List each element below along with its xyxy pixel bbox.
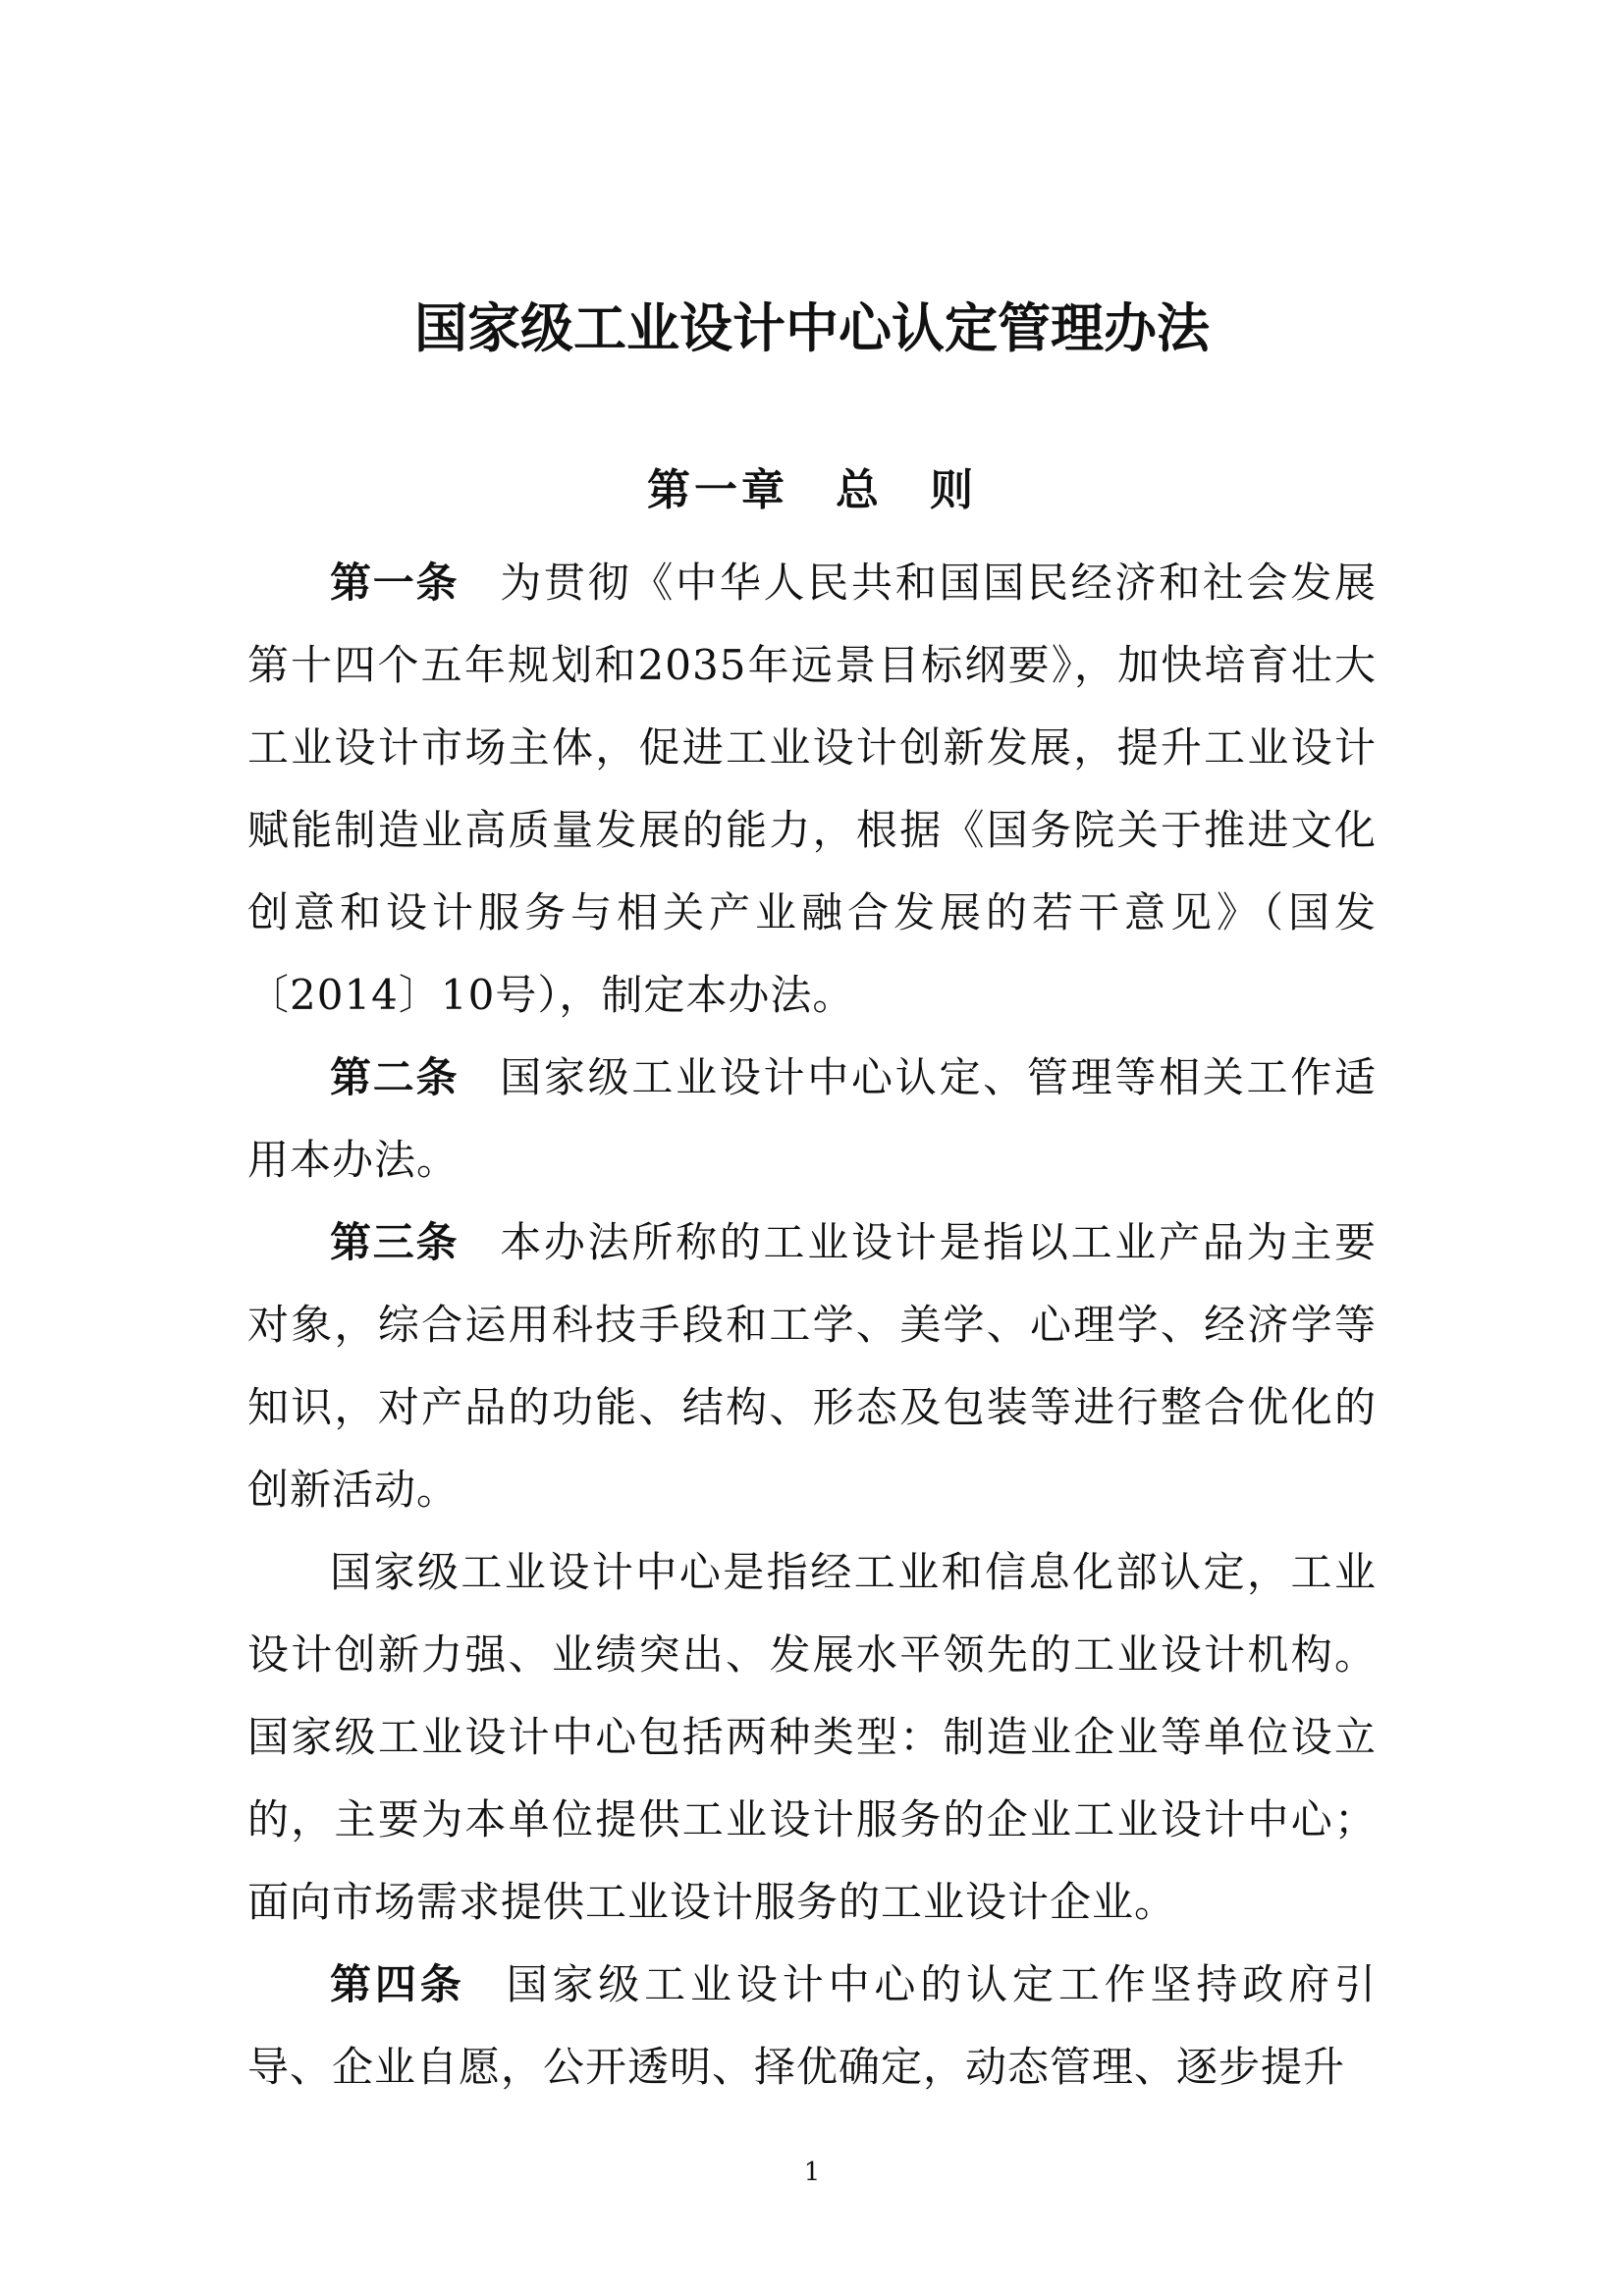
- article-text: 为贯彻《中华人民共和国国民经济和社会发展第十四个五年规划和2035年远景目标纲要》，加快培育壮大工业设计市场主体，促进工业设计创新发展，提升工业设计赋能制造业高质量发展的能力，根据《国务院关于推进文化创意和设计服务与相关产业融合发展的若干意见》（国发〔2014〕10号），制定本办法。: [247, 559, 1377, 1019]
- article-paragraph: [247, 1037, 1377, 1201]
- article-label: 第四条: [330, 1960, 465, 2008]
- article-label: 第三条: [330, 1218, 460, 1266]
- article-text: 本办法所称的工业设计是指以工业产品为主要对象，综合运用科技手段和工学、美学、心理学、经济学等知识，对产品的功能、结构、形态及包装等进行整合优化的创新活动。: [247, 1218, 1377, 1514]
- article-paragraph: [247, 1944, 1377, 2109]
- article-paragraph: [247, 1531, 1377, 1944]
- article-paragraph: [247, 542, 1377, 1037]
- article-paragraph: [247, 1201, 1377, 1531]
- document-body: [247, 542, 1377, 2109]
- article-text: 国家级工业设计中心认定、管理等相关工作适用本办法。: [247, 1053, 1377, 1184]
- document-title: 国家级工业设计中心认定管理办法: [414, 297, 1210, 359]
- article-label: 第一条: [330, 559, 460, 607]
- chapter-heading: 第一章 总 则: [647, 465, 977, 515]
- article-text: 国家级工业设计中心的认定工作坚持政府引导、企业自愿，公开透明、择优确定，动态管理、逐步提升: [247, 1960, 1377, 2091]
- article-text: 国家级工业设计中心是指经工业和信息化部认定，工业设计创新力强、业绩突出、发展水平领先的工业设计机构。国家级工业设计中心包括两种类型：制造业企业等单位设立的，主要为本单位提供工业设计服务的企业工业设计中心；面向市场需求提供工业设计服务的工业设计企业。: [247, 1548, 1377, 1926]
- page-number: 1: [803, 2158, 821, 2187]
- article-label: 第二条: [330, 1053, 460, 1101]
